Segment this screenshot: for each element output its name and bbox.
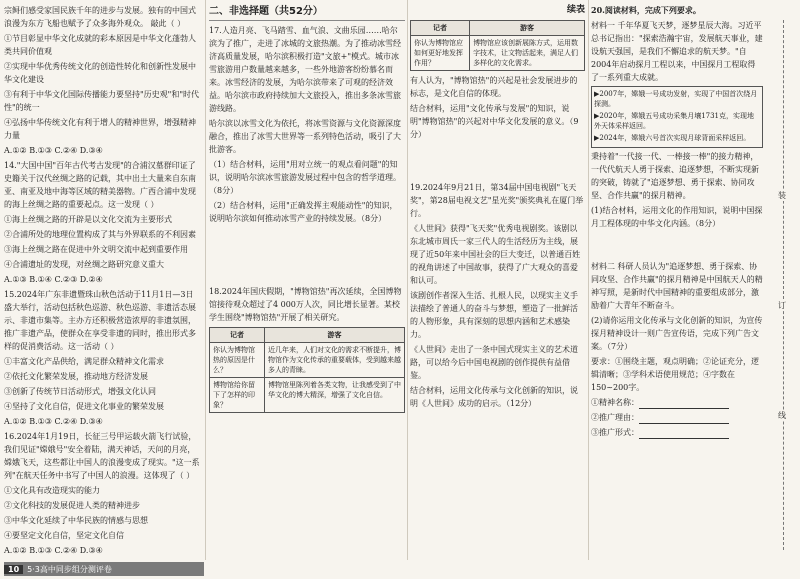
table-header: 游客 xyxy=(265,328,405,343)
answer-choices: A.①② B.①③ C.②④ D.③④ xyxy=(4,546,103,555)
question-19: 19.2024年9月21日，第34届中国电视剧"飞天奖"，第28届电视文艺"星光奖"颁奖典礼在厦门举行。 xyxy=(410,183,584,218)
answer-line xyxy=(591,411,763,424)
option: ①文化具有改造现实的能力 xyxy=(4,486,100,495)
option: ③海上丝绸之路在促进中外文明交流中起到重要作用 xyxy=(4,245,188,254)
interview-table xyxy=(209,327,405,413)
question-17-sub1: （1）结合材料，运用"用对立统一的观点看问题"的知识，说明哈尔滨冰雪旅游发展过程中包含的哲学道理。（8分） xyxy=(209,160,401,195)
question-17-para: 哈尔滨以冰雪文化为依托，将冰雪资源与文化资源深度融合，推出了冰雪大世界等一系列特色活动，吸引了大批游客。 xyxy=(209,119,401,154)
material-1: 材料一 千年华夏飞天梦，逐梦星辰大海。习近平总书记指出："探索浩瀚宇宙，发展航天事业，建设航天强国，是我们不懈追求的航天梦。"自2004年启动探月工程以来，中国探月工程取得了一系列重大成就。 xyxy=(591,21,763,82)
timeline-item: ▶2024年，嫦娥六号首次实现月球背面采样返回。 xyxy=(594,134,751,142)
answer-line xyxy=(591,426,763,439)
question-18-para: 有人认为，"博物馆热"的兴起是社会发展进步的标志，是文化自信的体现。 xyxy=(410,76,578,98)
answer-label: ②推广理由： xyxy=(591,413,639,422)
table-cell: 博物馆应该创新展陈方式，运用数字技术，让文物活起来，满足人们多样化的文化需求。 xyxy=(470,36,585,71)
option: ③创新了传统节日活动形式，增强文化认同 xyxy=(4,387,156,396)
option: ②文化科技的发展促进人类的精神进步 xyxy=(4,501,140,510)
binding-dash-line xyxy=(783,20,784,550)
interview-table-continued xyxy=(410,20,585,71)
option: ④要坚定文化自信，坚定文化自信 xyxy=(4,531,124,540)
answer-label: ①精神名称： xyxy=(591,398,639,407)
intro-text: 宗鲟们感受家国民族千年的进步与发展。独有的中国式浪漫为东方飞船也赋予了众多海外观众。 敲此（ ） xyxy=(4,6,196,28)
option: ④弘扬中华传统文化有利于增人的精神世界，增强精神力量 xyxy=(4,118,196,140)
question-16: 16.2024年1月19日，长征三号甲运载火箭飞行试验，我们见证"嫦娥号"安全着陆，满天神话，天问的月亮，嫦娥飞天，这些都让中国人的浪漫变成了现实。"这一系列"在航天任务中书写了中国人的浪漫。这体现了（ ） xyxy=(4,432,200,480)
sub-question-2-req: 要求：①围绕主题，观点明确；②论证充分，逻辑清晰；③学科术语使用规范；④字数在150~200字。 xyxy=(591,357,759,392)
answer-label: ③推广形式： xyxy=(591,428,639,437)
blank-line[interactable] xyxy=(639,430,729,439)
table-row xyxy=(210,343,405,378)
table-cell: 博物馆里陈列着各类文物，让我感受到了中华文化的博大精深，增强了文化自信。 xyxy=(265,378,405,413)
binding-margin xyxy=(774,0,794,579)
sub-question-1: (1)结合材料，运用文化的作用知识，说明中国探月工程体现的中华文化内涵。（8分） xyxy=(591,206,763,228)
table-cell: 博物馆给你留下了怎样的印象？ xyxy=(210,378,265,413)
blank-line[interactable] xyxy=(639,400,729,409)
question-19-para: 该剧创作者深入生活、扎根人民，以现实主义手法描绘了普通人的奋斗与梦想，塑造了一批鲜活的人物形象，具有深刻的思想内涵和艺术感染力。 xyxy=(410,291,578,339)
option: ②依托文化繁荣发展，推动地方经济发展 xyxy=(4,372,148,381)
option: ④合浦遗址的发现，对丝绸之路研究意义重大 xyxy=(4,260,164,269)
option: ②实现中华优秀传统文化的创造性转化和创新性发展中华文化建设 xyxy=(4,62,196,84)
table-row xyxy=(210,378,405,413)
table-header: 记者 xyxy=(210,328,265,343)
table-header: 记者 xyxy=(411,21,470,36)
question-19-para: 《人世间》走出了一条中国式现实主义的艺术道路，可以给今后中国电视剧的创作提供有益借鉴。 xyxy=(410,345,578,380)
blank-line[interactable] xyxy=(639,415,729,424)
answer-choices: A.①② B.①③ C.②④ D.③④ xyxy=(4,417,103,426)
answer-choices: A.①② B.①③ C.②④ D.③④ xyxy=(4,146,103,155)
table-header: 游客 xyxy=(470,21,585,36)
timeline-item: ▶2020年，嫦娥五号成功采集月壤1731克，实现地外天体采样返回。 xyxy=(594,112,755,130)
footer-title: 5·3高中同步组分测评卷 xyxy=(27,564,112,574)
table-row xyxy=(411,36,585,71)
column-2 xyxy=(209,4,405,416)
option: ②合浦所处的地理位置构成了其与外界联系的不利因素 xyxy=(4,230,196,239)
option: ①海上丝绸之路的开辟是以文化交流为主要形式 xyxy=(4,215,172,224)
table-cell: 你认为博物馆热的原因是什么？ xyxy=(210,343,265,378)
option: ④坚持了文化自信，促进文化事业的繁荣发展 xyxy=(4,402,164,411)
binding-mark: 装 xyxy=(778,191,786,200)
column-3 xyxy=(410,4,585,412)
column-4 xyxy=(591,4,763,441)
table-cell: 你认为博物馆应如何更好地发挥作用？ xyxy=(411,36,470,71)
material-2: 材料二 科研人员认为"追逐梦想、勇于探索、协同攻坚、合作共赢"的探月精神是中国航天人的精神写照，是新时代中国精神的重要组成部分，激励着广大青年不断奋斗。 xyxy=(591,262,763,310)
column-divider xyxy=(407,0,408,560)
option: ③有利于中华文化国际传播能力要坚持"历史观"和"时代性"的统一 xyxy=(4,90,200,112)
question-19-sub: 结合材料，运用文化传承与文化创新的知识，说明《人世间》成功的启示。（12分） xyxy=(410,386,578,408)
question-18: 18.2024年国庆假期，"博物馆热"再次延续，全国博物馆接待观众超过了4 000万人次，同比增长显著。某校学生围绕"博物馆热"开展了相关研究。 xyxy=(209,287,402,322)
option: ①节目彰显中华文化成就的彩本原因是中华文化蓬勃人类共同价值观 xyxy=(4,34,196,56)
column-divider xyxy=(588,0,589,560)
sub-question-2: (2)请你运用文化传承与文化创新的知识，为宣传探月精神设计一则广告宣传语，完成下列广告文案。（7分） xyxy=(591,316,763,351)
material-1-para: 秉持着"一代接一代、一棒接一棒"的接力精神，一代代航天人勇于探索、追逐梦想，不断实现新的突破，铸就了"追逐梦想、勇于探索、协同攻坚、合作共赢"的探月精神。 xyxy=(591,152,759,200)
option: ③中华文化延续了中华民族的情感与思想 xyxy=(4,516,148,525)
timeline-item: ▶2007年，嫦娥一号成功发射，实现了中国首次绕月探测。 xyxy=(594,90,758,108)
timeline-box xyxy=(591,86,763,148)
question-18-sub: 结合材料，运用"文化传承与发展"的知识，说明"博物馆热"的兴起对中华文化发展的意义。（9分） xyxy=(410,104,579,139)
page-footer xyxy=(4,562,204,576)
binding-mark: 线 xyxy=(778,411,786,420)
continued-label: 续表 xyxy=(566,5,585,15)
question-15: 15.2024年广东非遗暨珠山秋色活动于11月1日—3日盛大举行，活动包括秋色巡游、秋色巡游、非遗活态展示、非遗市集等。主办方还积极营造浓厚的非遗氛围，推广非遗产品，使群众在享受非遗的同时，推出形式多样的促消费活动。这一活动（ ） xyxy=(4,290,196,351)
question-17-sub2: （2）结合材料，运用"正确发挥主观能动性"的知识，说明哈尔滨如何推动冰雪产业的持续发展。（8分） xyxy=(209,201,398,223)
section-title: 二、非选择题（共52分） xyxy=(209,5,405,21)
option: ①丰富文化产品供给，满足群众精神文化需求 xyxy=(4,357,164,366)
page-number: 10 xyxy=(4,565,23,574)
question-14: 14."大国中国"百年古代考古发现"的合浦汉墓群印证了史籍关于汉代丝绸之路的记载，其中出土大量来自东南亚、南亚及地中海等区域的精美器物。广西合浦中发现的海上丝绸之路的重要起点。这一发现（ ） xyxy=(4,161,196,209)
column-1 xyxy=(4,4,200,559)
answer-choices: A.①③ B.①④ C.②③ D.②④ xyxy=(4,275,103,284)
question-19-para: 《人世间》获得"飞天奖"优秀电视剧奖。该剧以东北城市周氏一家三代人的生活经历为主线，展现了近50年来中国社会的巨大变迁，以普通百姓的视角讲述了中国故事，获得了广大观众的喜爱和认可。 xyxy=(410,224,581,285)
binding-mark: 订 xyxy=(778,301,786,310)
table-cell: 近几年来，人们对文化的需求不断提升，博物馆作为文化传承的重要载体，受到越来越多人的青睐。 xyxy=(265,343,405,378)
column-divider xyxy=(205,0,206,560)
question-17: 17.人造月亮、飞马踏雪、血气浪、文曲乐园……哈尔滨为了推广，走进了冰城的文旅热潮。为了推动冰雪经济高质量发展，哈尔滨积极打造"文旅+"模式。城市冰雪旅游用户数量越来越多，一些外地游客纷纷慕名而来。冰雪经济的发展，为哈尔滨带来了可观的经济效益。哈尔滨市政府持续加大文旅投入，推出多条冰雪旅游线路。 xyxy=(209,26,401,113)
answer-line xyxy=(591,396,763,409)
question-20: 20.阅读材料，完成下列要求。 xyxy=(591,5,701,15)
